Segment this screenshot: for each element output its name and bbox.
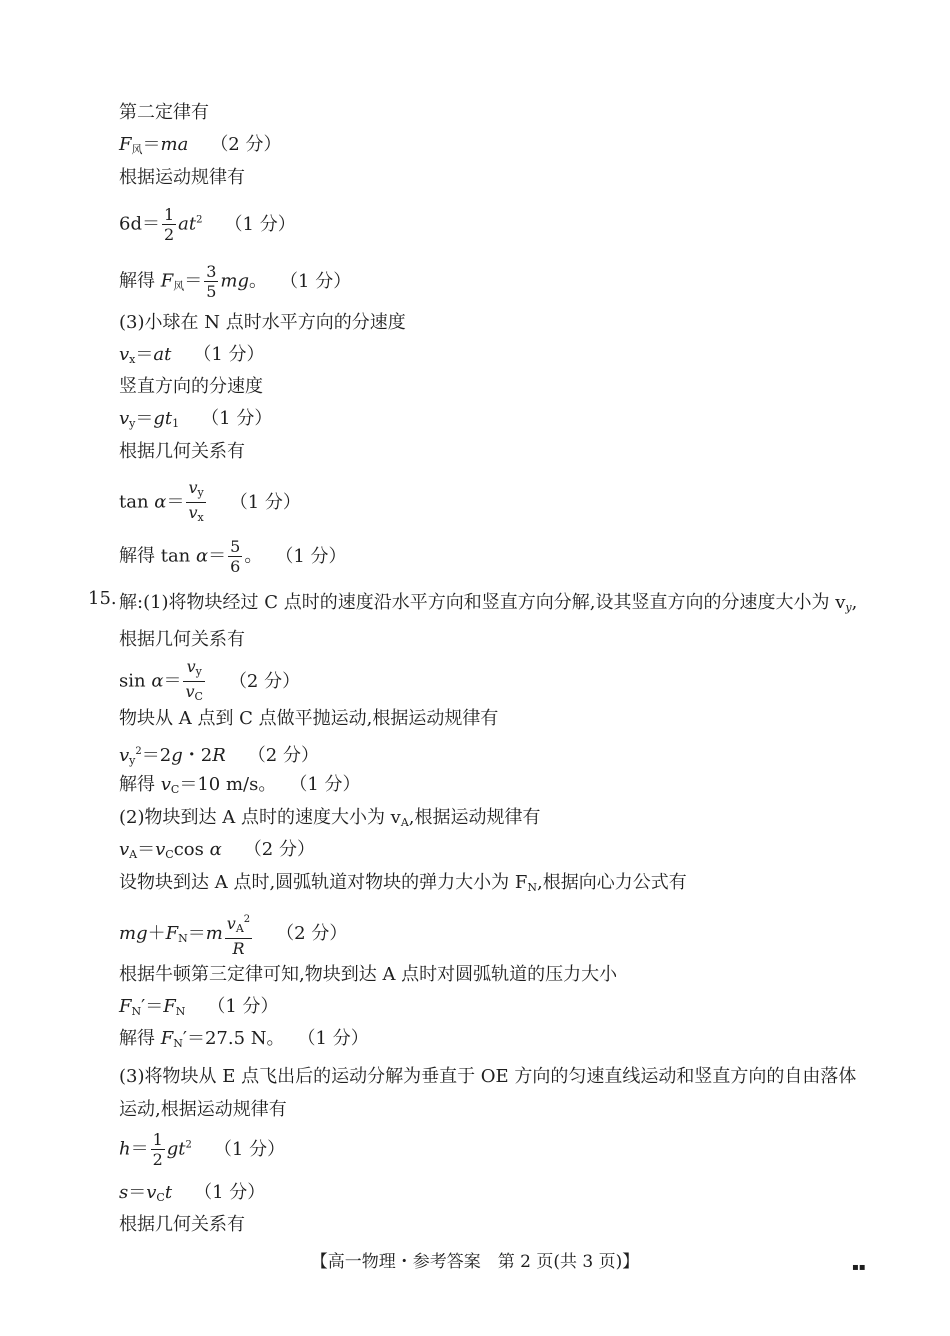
- equation-va: $v_A=v_C\cos$ α （2 分）: [119, 839, 315, 861]
- equation-6d: 6d＝ $\frac{1}{2}$ $at^2$ （1 分）: [119, 205, 296, 244]
- text-line-geometry: 根据几何关系有: [119, 441, 245, 462]
- text-line-projectile: 物块从 A 点到 C 点做平抛运动,根据运动规律有: [119, 708, 499, 729]
- equation-h: h＝ $\frac{1}{2}$ $gt^2$ （1 分）: [119, 1130, 286, 1169]
- footer-mark: ▪▪: [852, 1262, 866, 1273]
- equation-fn-prime: $F_N'=F_N$ （1 分）: [119, 996, 279, 1018]
- text-line-normal-force: 设物块到达 A 点时,圆弧轨道对物块的弹力大小为 $F_N$,根据向心力公式有: [119, 872, 687, 894]
- equation-vy-squared: $v_y^2=2g$・2R （2 分）: [119, 745, 319, 767]
- fraction-va2-r: $\frac{v_A^2}{R}$: [225, 910, 252, 958]
- result-fn-prime: 解得 $F_N'=27.5$ N。 （1 分）: [119, 1028, 369, 1050]
- fraction-one-half-h: $\frac{1}{2}$: [152, 1130, 163, 1169]
- fraction-vy-vc: $\frac{v_y}{v_C}$: [185, 657, 203, 703]
- equation-f-wind-ma: $F_风=ma$ （2 分）: [119, 134, 282, 156]
- fraction-five-sixths: $\frac{5}{6}$: [230, 537, 241, 576]
- question-15-text: 解:(1)将物块经过 C 点时的速度沿水平方向和竖直方向分解,设其竖直方向的分速度大小为 $v_y$,根据几何关系有: [119, 592, 858, 650]
- text-line-second-law: 第二定律有: [119, 102, 209, 123]
- text-line-part2: (2)物块到达 A 点时的速度大小为 $v_A$,根据运动规律有: [119, 807, 541, 829]
- text-line-motion-law: 根据运动规律有: [119, 167, 245, 188]
- text-line-part3-decompose: (3)将物块从 E 点飞出后的运动分解为垂直于 OE 方向的匀速直线运动和竖直方向的自由落体运动,根据运动规律有: [119, 1066, 857, 1120]
- equation-centripetal: $mg+F_N=m$ $\frac{v_A^2}{R}$ （2 分）: [119, 910, 347, 958]
- equation-vx: $v_x=at$ （1 分）: [119, 344, 265, 366]
- text-line-part3: (3)小球在 N 点时水平方向的分速度: [119, 312, 406, 333]
- fraction-one-half: $\frac{1}{2}$: [163, 205, 175, 244]
- equation-vy: $v_y=gt_1$ （1 分）: [119, 408, 273, 430]
- fraction-three-fifths: $\frac{3}{5}$: [206, 262, 217, 301]
- equation-sin-alpha: sin α＝ $\frac{v_y}{v_C}$ （2 分）: [119, 657, 300, 706]
- text-line-geometry-2: 根据几何关系有: [119, 1214, 245, 1235]
- result-f-wind: 解得 $F_风=$ $\frac{3}{5}$ mg。 （1 分）: [119, 262, 352, 301]
- page-footer: 【高一物理・参考答案 第 2 页(共 3 页)】: [310, 1252, 640, 1272]
- text-line-vertical-velocity: 竖直方向的分速度: [119, 376, 263, 397]
- text-line-newton-third: 根据牛顿第三定律可知,物块到达 A 点时对圆弧轨道的压力大小: [119, 964, 618, 985]
- fraction-vy-vx: $\frac{v_y}{v_x}$: [188, 478, 204, 524]
- equation-tan-alpha: tan α＝ $\frac{v_y}{v_x}$ （1 分）: [119, 478, 301, 527]
- result-tan-alpha: 解得 tan α＝ $\frac{5}{6}$ 。 （1 分）: [119, 537, 347, 576]
- equation-s: $s=v_Ct$ （1 分）: [119, 1182, 266, 1204]
- result-vc: 解得 $v_C=10$ m/s。 （1 分）: [119, 774, 361, 796]
- question-15-number: 15.: [88, 588, 117, 609]
